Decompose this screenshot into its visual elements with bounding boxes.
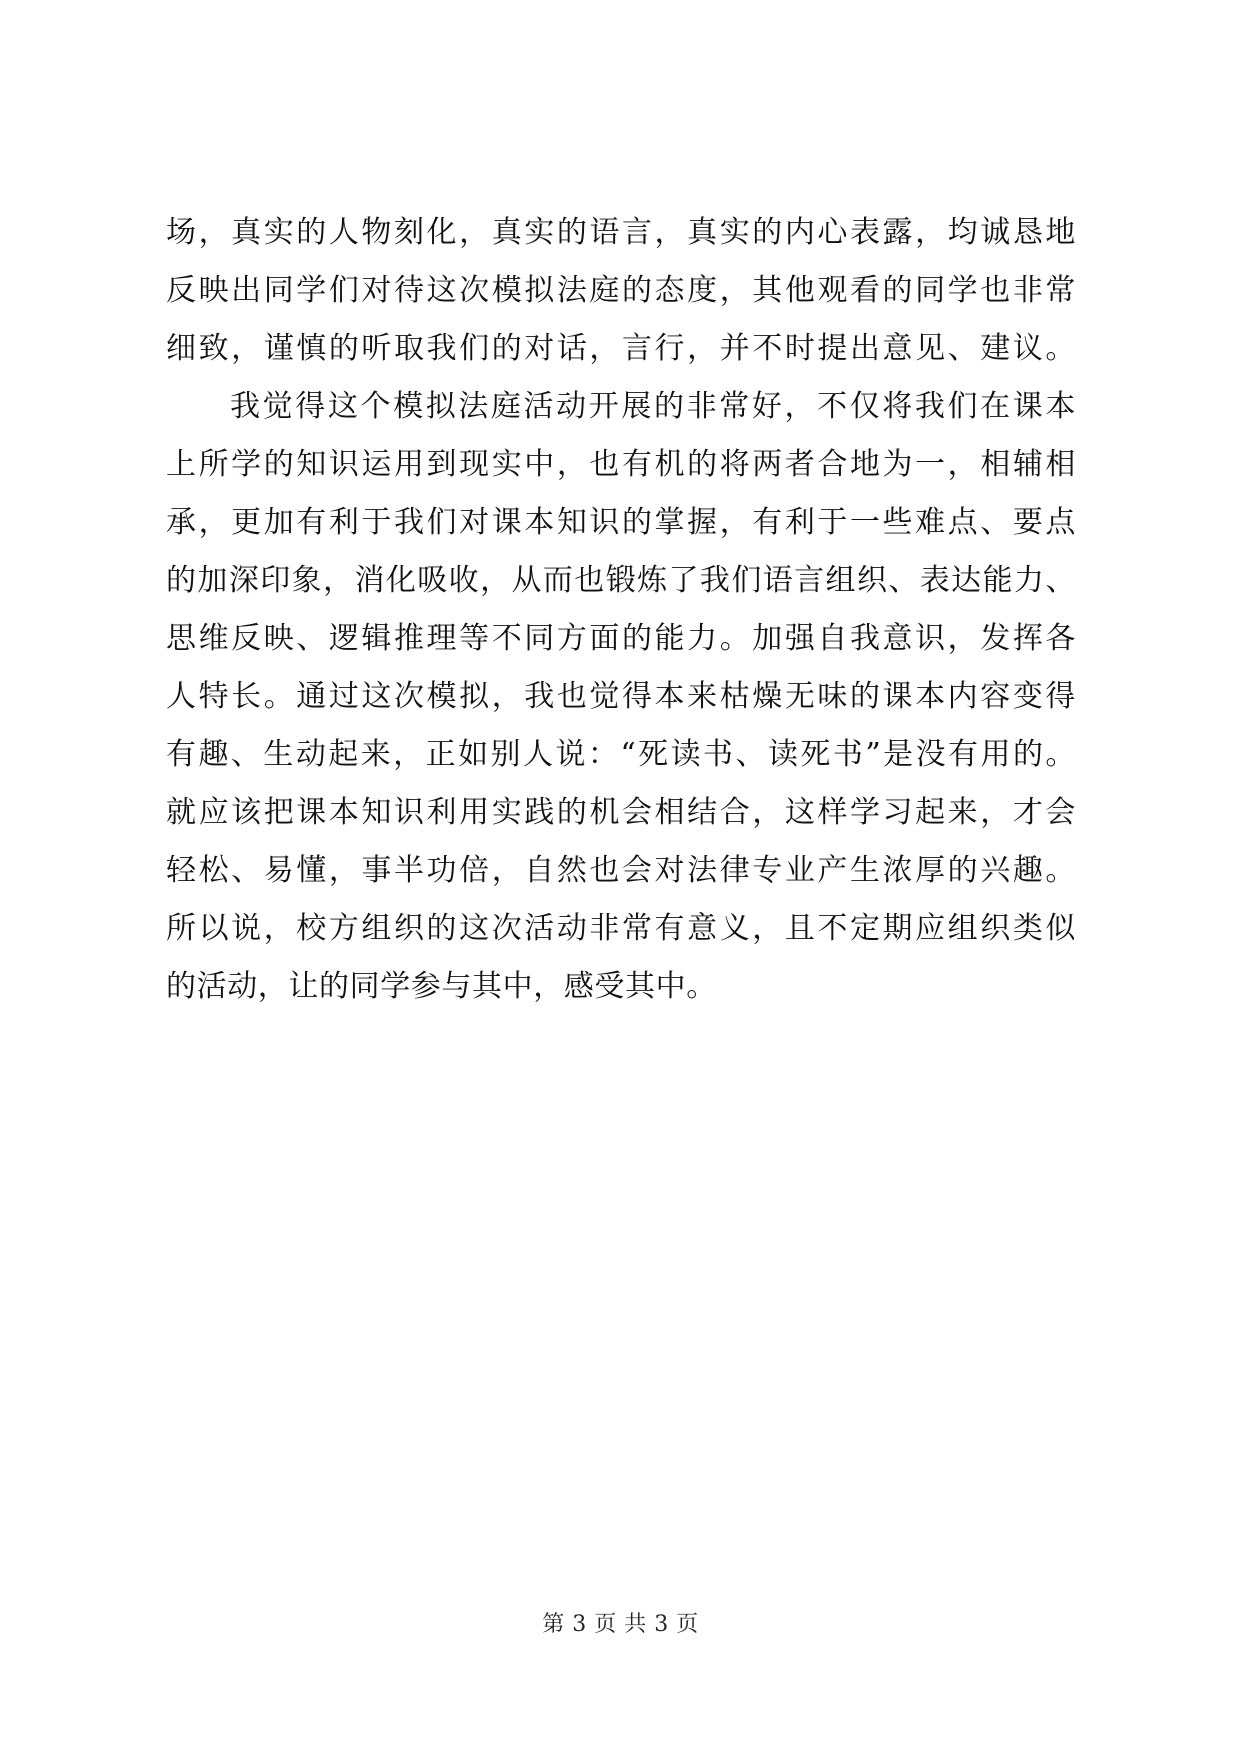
text-line: 承，更加有利于我们对课本知识的掌握，有利于一些难点、要点 — [166, 505, 1076, 540]
text-line: 所以说，校方组织的这次活动非常有意义，且不定期应组织类似 — [166, 911, 1076, 946]
text-line: 思维反映、逻辑推理等不同方面的能力。加强自我意识，发挥各 — [166, 621, 1076, 656]
text-line: 有趣、生动起来，正如别人说：“死读书、读死书”是没有用的。 — [166, 737, 1076, 772]
text-line: 轻松、易懂，事半功倍，自然也会对法律专业产生浓厚的兴趣。 — [166, 853, 1076, 888]
text-line: 的活动，让的同学参与其中，感受其中。 — [166, 969, 717, 1004]
text-line: 人特长。通过这次模拟，我也觉得本来枯燥无味的课本内容变得 — [166, 679, 1076, 714]
text-line: 细致，谨慎的听取我们的对话，言行，并不时提出意见、建议。 — [166, 331, 1076, 366]
text-line: 我觉得这个模拟法庭活动开展的非常好，不仅将我们在课本 — [230, 389, 1076, 424]
text-line: 就应该把课本知识利用实践的机会相结合，这样学习起来，才会 — [166, 795, 1076, 830]
document-body — [166, 204, 1076, 1016]
text-line: 场，真实的人物刻化，真实的语言，真实的内心表露，均诚恳地 — [166, 215, 1076, 250]
text-line: 上所学的知识运用到现实中，也有机的将两者合地为一，相辅相 — [166, 447, 1076, 482]
text-line: 的加深印象，消化吸收，从而也锻炼了我们语言组织、表达能力、 — [166, 563, 1076, 598]
page-number-footer: 第 3 页 共 3 页 — [542, 1612, 699, 1637]
paragraph-2 — [166, 378, 1076, 1016]
paragraph-1 — [166, 204, 1076, 378]
text-line: 反映出同学们对待这次模拟法庭的态度，其他观看的同学也非常 — [166, 273, 1076, 308]
